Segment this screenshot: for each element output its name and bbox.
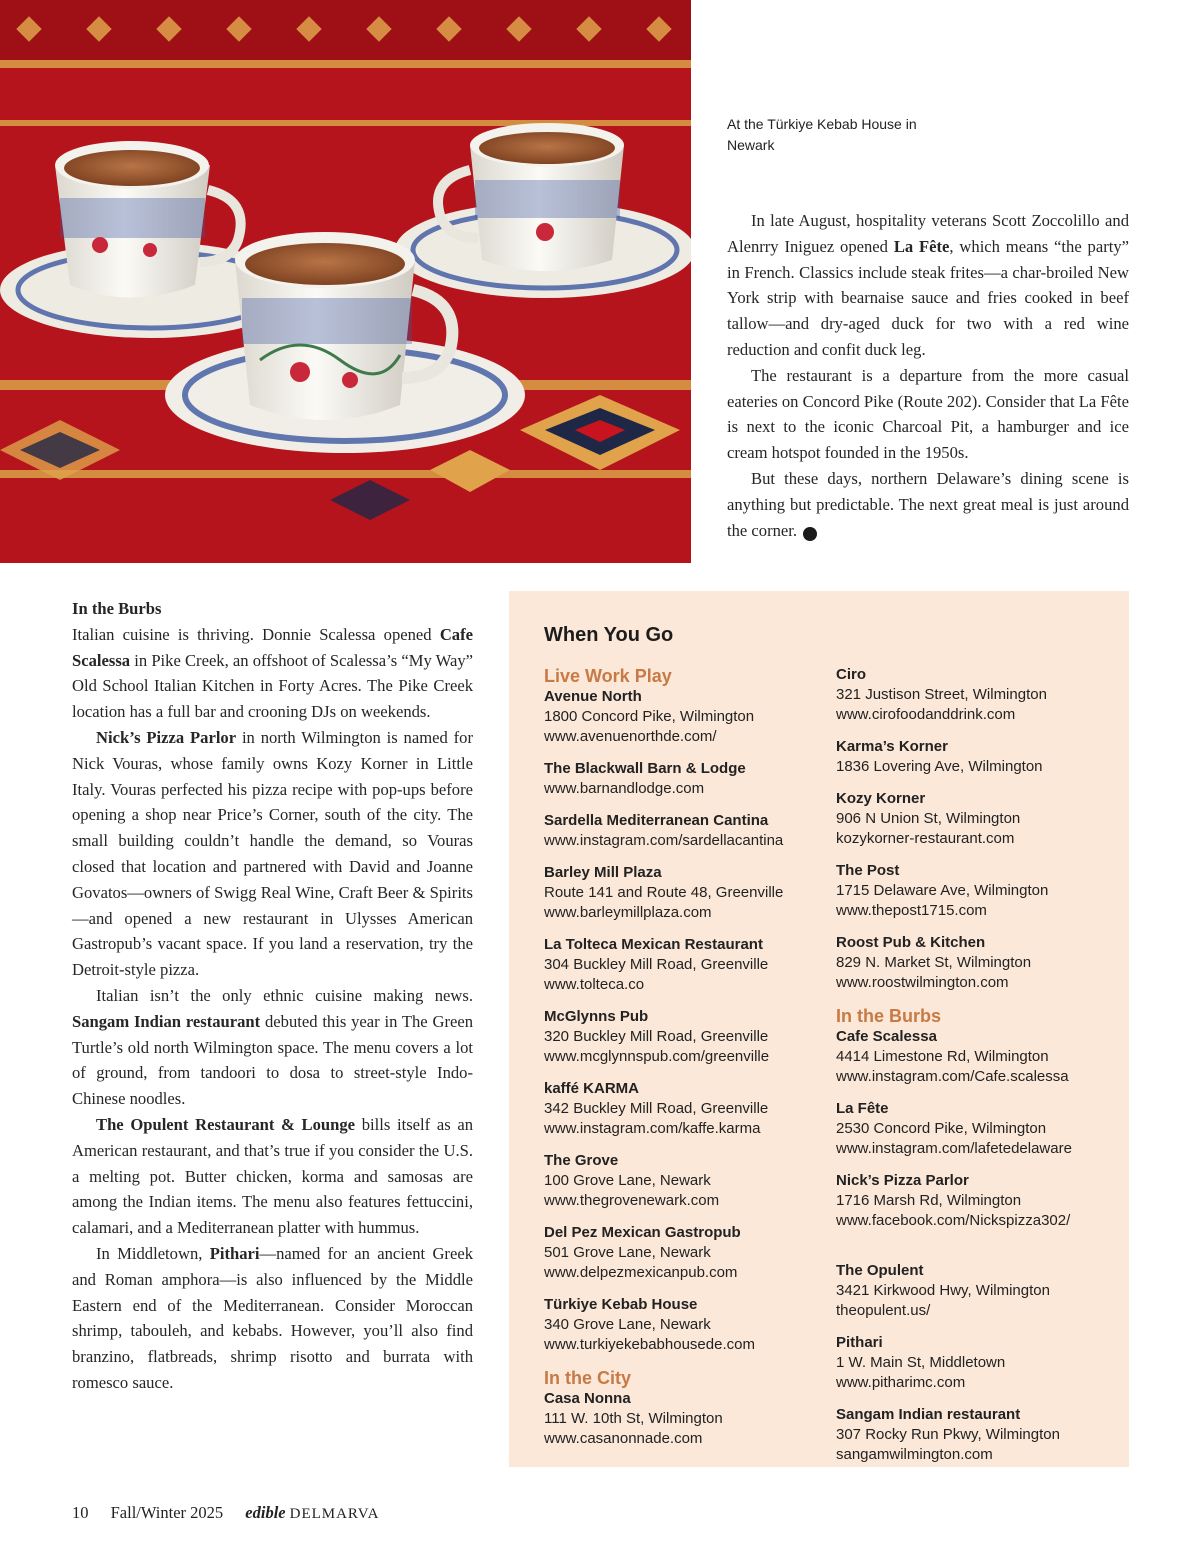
listing-entry — [836, 861, 1126, 921]
listing-website[interactable]: www.instagram.com/lafetedelaware — [836, 1140, 1072, 1157]
listing-entry — [544, 759, 824, 799]
listing-entry — [836, 1261, 1126, 1321]
listing-name: Avenue North — [544, 688, 642, 705]
listing-entry — [836, 665, 1126, 725]
listing-website[interactable]: www.roostwilmington.com — [836, 974, 1009, 991]
listing-address: 304 Buckley Mill Road, Greenville — [544, 956, 769, 973]
listing-name: Roost Pub & Kitchen — [836, 934, 986, 951]
section-heading-in-the-burbs: In the Burbs — [72, 599, 162, 618]
article-left-column — [72, 596, 473, 1396]
listing-address: 3421 Kirkwood Hwy, Wilmington — [836, 1282, 1050, 1299]
listing-address: 4414 Limestone Rd, Wilmington — [836, 1048, 1049, 1065]
listing-entry — [544, 1151, 824, 1211]
listing-address: 2530 Concord Pike, Wilmington — [836, 1120, 1047, 1137]
listing-entry — [836, 737, 1126, 777]
listing-entry — [544, 1007, 824, 1067]
listing-name: Del Pez Mexican Gastropub — [544, 1224, 741, 1241]
turkish-coffee-photo — [0, 0, 691, 563]
listing-address: 1800 Concord Pike, Wilmington — [544, 708, 755, 725]
listing-name: Karma’s Korner — [836, 738, 948, 755]
listing-category: Live Work Play — [544, 666, 672, 686]
listing-website[interactable]: www.pitharimc.com — [836, 1374, 966, 1391]
paragraph-sangam: Italian isn’t the only ethnic cuisine making news. Sangam Indian restaurant debuted this year in The Green Turtle’s old north Wilmington space. The menu covers a lot of ground, from tandoori to dosa to street-style Indo-Chinese noodles. — [72, 985, 474, 1109]
end-mark-icon: e — [803, 527, 817, 541]
listing-website[interactable]: www.barnandlodge.com — [544, 780, 705, 797]
listing-address: 307 Rocky Run Pkwy, Wilmington — [836, 1426, 1060, 1443]
la-fete-name: La Fête — [893, 236, 950, 256]
listing-address: 340 Grove Lane, Newark — [544, 1316, 711, 1333]
listing-name: Türkiye Kebab House — [544, 1296, 698, 1313]
listing-name: Pithari — [836, 1334, 883, 1351]
listing-entry — [544, 687, 824, 747]
paragraph-la-fete: In late August, hospitality veterans Scott Zoccolillo and Alenrry Iniguez opened La Fête, which means “the party” in French. Classics include steak frites—a char-broiled New York strip with bearnaise sauce and fries cooked in beef tallow—and dry-aged duck for two with a red wine reduction and confit duck leg. — [727, 211, 1129, 359]
sidebar-column-1 — [544, 665, 824, 1461]
listing-website[interactable]: kozykorner-restaurant.com — [836, 830, 1015, 847]
brand-delmarva: DELMARVA — [289, 1506, 380, 1522]
listing-website[interactable]: www.instagram.com/sardellacantina — [544, 832, 784, 849]
listing-name: Sardella Mediterranean Cantina — [544, 812, 769, 829]
paragraph-nicks-pizza: Nick’s Pizza Parlor in north Wilmington is named for Nick Vouras, whose family owns Kozy Korner in Little Italy. Vouras perfected his pizza recipe with pop-ups before opening a shop near Price’s Corner, south of the city. The small building couldn’t handle the demand, so Vouras closed that location and partnered with David and Joanne Govatos—owners of Swigg Real Wine, Craft Beer & Spirits—and opened a new restaurant in Ulysses American Gastropub’s vacant space. If you land a reservation, try the Detroit-style pizza. — [72, 727, 473, 980]
listing-name: Nick’s Pizza Parlor — [836, 1172, 969, 1189]
listing-name: The Post — [836, 862, 900, 879]
issue-label: Fall/Winter 2025 — [110, 1503, 224, 1522]
listing-name: The Blackwall Barn & Lodge — [544, 760, 746, 777]
listing-website[interactable]: www.instagram.com/kaffe.karma — [544, 1120, 761, 1137]
listing-category: In the City — [544, 1368, 632, 1388]
article-top-column — [727, 208, 1129, 543]
brand-edible: edible — [245, 1503, 286, 1522]
listing-entry — [544, 1079, 824, 1139]
listing-name: Ciro — [836, 666, 866, 683]
when-you-go-sidebar — [509, 591, 1129, 1467]
paragraph-closing: But these days, northern Delaware’s dining scene is anything but predictable. The next great meal is just around the corner. e — [727, 468, 1129, 540]
listing-name: The Opulent — [836, 1262, 924, 1279]
listing-name: Kozy Korner — [836, 790, 926, 807]
listing-website[interactable]: www.thegrovenewark.com — [544, 1192, 720, 1209]
paragraph-cafe-scalessa: Italian cuisine is thriving. Donnie Scalessa opened Cafe Scalessa in Pike Creek, an offshoot of Scalessa’s “My Way” Old School Italian Kitchen in Forty Acres. The Pike Creek location has a full bar and crooning DJs on weekends. — [72, 624, 473, 722]
listing-website[interactable]: sangamwilmington.com — [836, 1446, 993, 1463]
listing-entry — [836, 789, 1126, 849]
sidebar-title: When You Go — [544, 624, 674, 646]
listing-entry — [836, 1405, 1126, 1465]
paragraph-pithari: In Middletown, Pithari—named for an ancient Greek and Roman amphora—is also influenced by the Middle Eastern end of the Mediterranean. Consider Moroccan shrimp, tabouleh, and kebabs. However, you’ll also find branzino, flatbreads, shrimp risotto and burrata with romesco sauce. — [72, 1243, 473, 1392]
listing-name: Cafe Scalessa — [836, 1028, 937, 1045]
listing-entry — [544, 1295, 824, 1355]
listing-entry — [544, 811, 824, 851]
listing-entry — [836, 1171, 1126, 1231]
listing-entry — [544, 935, 824, 995]
listing-name: Casa Nonna — [544, 1390, 631, 1407]
listing-website[interactable]: www.delpezmexicanpub.com — [544, 1264, 738, 1281]
listing-website[interactable]: www.casanonnade.com — [544, 1430, 703, 1447]
listing-name: McGlynns Pub — [544, 1008, 649, 1025]
sidebar-column-2 — [836, 665, 1126, 1477]
listing-address: 906 N Union St, Wilmington — [836, 810, 1021, 827]
paragraph-departure: The restaurant is a departure from the more casual eateries on Concord Pike (Route 202). Consider that La Fête is next to the iconic Charcoal Pit, a hamburger and ice cream hotspot founded in the 1950s. — [727, 365, 1129, 463]
listing-name: Sangam Indian restaurant — [836, 1406, 1021, 1423]
listing-website[interactable]: www.mcglynnspub.com/greenville — [544, 1048, 770, 1065]
listing-address: 1716 Marsh Rd, Wilmington — [836, 1192, 1022, 1209]
page-number: 10 — [72, 1503, 89, 1522]
photo-caption: At the Türkiye Kebab House in Newark — [727, 116, 917, 153]
listing-category: In the Burbs — [836, 1006, 942, 1026]
listing-address: 1715 Delaware Ave, Wilmington — [836, 882, 1049, 899]
listing-address: 829 N. Market St, Wilmington — [836, 954, 1032, 971]
listing-address: 111 W. 10th St, Wilmington — [544, 1410, 723, 1427]
listing-address: 100 Grove Lane, Newark — [544, 1172, 711, 1189]
paragraph-opulent: The Opulent Restaurant & Lounge bills itself as an American restaurant, and that’s true if you consider the U.S. a melting pot. Butter chicken, korma and samosas are among the Indian items. The menu also features fettuccini, calamari, and a Mediterranean platter with hummus. — [72, 1114, 473, 1238]
listing-entry — [836, 933, 1126, 993]
listing-website[interactable]: www.barleymillplaza.com — [544, 904, 712, 921]
listing-website[interactable]: www.turkiyekebabhousede.com — [544, 1336, 755, 1353]
listing-name: The Grove — [544, 1152, 619, 1169]
listing-website[interactable]: www.facebook.com/Nickspizza302/ — [836, 1212, 1071, 1229]
listing-entry — [544, 863, 824, 923]
page-footer — [72, 1503, 379, 1523]
listing-website[interactable]: www.avenuenorthde.com/ — [544, 728, 717, 745]
listing-name: kaffé KARMA — [544, 1080, 640, 1097]
listing-entry — [836, 1333, 1126, 1393]
listing-entry — [836, 1099, 1126, 1159]
listing-address: 501 Grove Lane, Newark — [544, 1244, 711, 1261]
listing-website[interactable]: www.cirofoodanddrink.com — [836, 706, 1016, 723]
listing-address: 1 W. Main St, Middletown — [836, 1354, 1006, 1371]
listing-entry — [544, 1223, 824, 1283]
listing-address: 320 Buckley Mill Road, Greenville — [544, 1028, 769, 1045]
listing-website[interactable]: www.instagram.com/Cafe.scalessa — [836, 1068, 1069, 1085]
listing-address: 1836 Lovering Ave, Wilmington — [836, 758, 1043, 775]
listing-name: La Fête — [836, 1100, 889, 1117]
listing-address: 321 Justison Street, Wilmington — [836, 686, 1047, 703]
listing-address: Route 141 and Route 48, Greenville — [544, 884, 784, 901]
coffee-cups-illustration — [0, 0, 691, 563]
listing-website[interactable]: theopulent.us/ — [836, 1302, 931, 1319]
listing-name: La Tolteca Mexican Restaurant — [544, 936, 763, 953]
listing-name: Barley Mill Plaza — [544, 864, 662, 881]
listing-address: 342 Buckley Mill Road, Greenville — [544, 1100, 769, 1117]
listing-website[interactable]: www.tolteca.co — [544, 976, 645, 993]
listing-entry — [836, 1027, 1126, 1087]
listing-entry — [544, 1389, 824, 1449]
listing-website[interactable]: www.thepost1715.com — [836, 902, 987, 919]
